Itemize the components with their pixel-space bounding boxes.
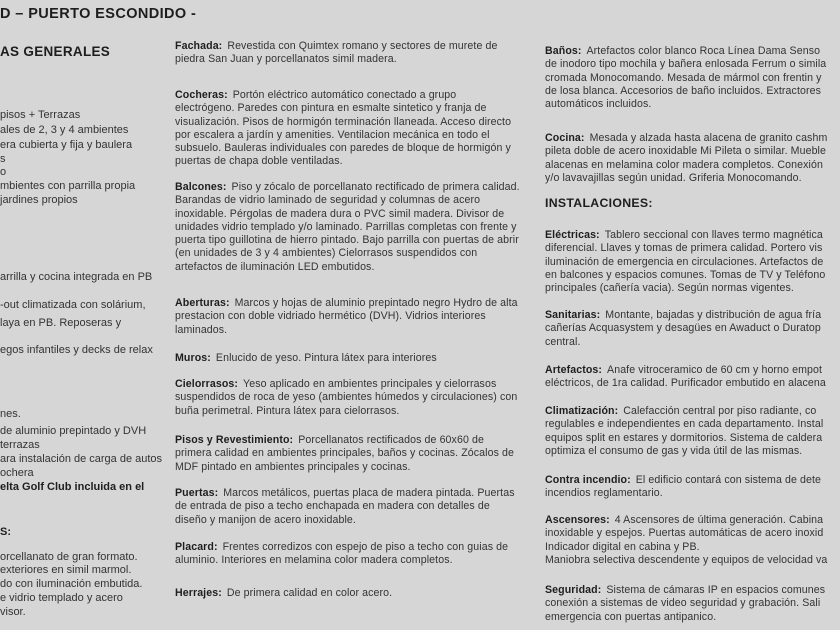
text-line: alacenas en melamina color madera completos. Conexión <box>545 158 823 171</box>
section-label: Fachada: <box>175 40 223 52</box>
doc-section <box>545 132 827 185</box>
text-line: Barandas de vidrio laminado de seguridad y columnas de acero <box>175 194 481 207</box>
text-line: primera calidad en ambientes principales, baños y cocinas. Zócalos de <box>175 447 515 460</box>
text-line: Artefactos color blanco Roca Línea Dama Senso <box>586 45 821 57</box>
text-line <box>175 587 392 600</box>
text-line: Mesada y alzada hasta alacena de granito cashm <box>589 132 828 144</box>
text-line: puerta tipo guillotina de hierro pintado. Bajo parrilla con puertas de abrir <box>175 234 519 247</box>
text-line: mbientes con parrilla propia <box>0 180 136 192</box>
text-line: buña perimetral. Pintura látex para cielorrasos. <box>175 404 400 417</box>
text-line: pisos + Terrazas <box>0 109 81 121</box>
text-line: Calefacción central por piso radiante, co <box>623 405 817 417</box>
text-line <box>545 364 826 377</box>
doc-section <box>175 352 437 365</box>
text-line <box>545 474 821 487</box>
text-line: Piso y zócalo de porcellanato rectificado de primera calidad. <box>231 181 520 193</box>
text-line: equipos split en estares y dormitorios. Sistema de caldera <box>545 431 823 444</box>
text-line <box>545 132 827 145</box>
doc-section <box>175 434 514 474</box>
doc-section <box>175 181 520 274</box>
text-line: Montante, bajadas y distribución de agua fría <box>605 309 822 321</box>
text-line: eléctricos, de 1ra calidad. Purificador embutido en alacena <box>545 377 826 390</box>
text-line: cañerías Acquasystem y desagües en Awaduct o Duratop <box>545 322 821 335</box>
text-line: Marcos metálicos, puertas placa de madera pintada. Puertas <box>223 487 515 499</box>
text-line: arrilla y cocina integrada en PB <box>0 271 153 283</box>
text-line: o <box>0 166 7 178</box>
doc-section <box>545 514 827 567</box>
text-line: exteriores en simil marmol. <box>0 564 132 576</box>
doc-section <box>175 40 497 67</box>
text-line: piedra San Juan y porcellanatos simil madera. <box>175 53 397 66</box>
text-line: jardines propios <box>0 194 78 206</box>
text-line: Anafe vitroceramico de 60 cm y horno empot <box>607 364 823 376</box>
text-line: prestacion con doble vidriado hermético (DVH). Vidrios interiores <box>175 310 486 323</box>
text-line: puertas de chapa doble ventiladas. <box>175 155 343 168</box>
doc-section <box>175 541 508 568</box>
text-line <box>175 541 508 554</box>
text-line: unidades vidrio templado y/o laminado. Parrillas completas con frente y <box>175 220 517 233</box>
text-line <box>545 309 821 322</box>
doc-section <box>175 487 515 527</box>
section-label: Aberturas: <box>175 297 230 309</box>
text-line: de entrada de piso a techo enchapada en madera con detalles de <box>175 500 490 513</box>
text-line: Enlucido de yeso. Pintura látex para interiores <box>215 352 437 364</box>
section-label: Seguridad: <box>545 584 602 596</box>
section-label: Eléctricas: <box>545 229 600 241</box>
text-line: regulables e independientes en cada departamento. Instal <box>545 418 824 431</box>
text-line: terrazas <box>0 439 40 451</box>
text-line: 4 Ascensores de última generación. Cabina <box>614 514 824 526</box>
text-line: Porcellanatos rectificados de 60x60 de <box>298 434 484 446</box>
text-line <box>175 89 511 102</box>
left-column-header: AS GENERALES <box>0 44 111 59</box>
text-line: de inodoro tipo mochila y bañera enlosada Ferrum o simila <box>545 58 827 71</box>
doc-section <box>175 587 392 600</box>
text-line: por escalera a jardín y amenities. Ventilacion mecánica en todo el <box>175 128 490 141</box>
text-line: cromada Monocomando. Mesada de mármol con frentin y <box>545 71 822 84</box>
text-line: incendios reglamentario. <box>545 487 663 500</box>
text-line <box>545 584 825 597</box>
text-line: orcellanato de gran formato. <box>0 551 138 563</box>
text-line: elta Golf Club incluida en el <box>0 481 145 493</box>
text-line: MDF pintado en ambientes principales y cocinas. <box>175 460 411 473</box>
text-line <box>175 181 520 194</box>
right-column <box>545 0 840 630</box>
text-line: Revestida con Quimtex romano y sectores de murete de <box>227 40 498 52</box>
text-line <box>175 40 497 53</box>
text-line <box>545 197 653 211</box>
section-label: Cielorrasos: <box>175 378 239 390</box>
doc-section <box>545 364 826 391</box>
text-line: De primera calidad en color acero. <box>226 587 393 599</box>
text-line: electrógeno. Paredes con pintura en esmalte sintetico y franja de <box>175 102 487 115</box>
doc-section <box>545 584 825 624</box>
text-line: de losa blanca. Accesorios de baño incluidos. Extractores <box>545 84 821 97</box>
text-line: laminados. <box>175 323 228 336</box>
doc-section <box>175 89 511 169</box>
text-line: Portón eléctrico automático conectado a grupo <box>232 89 457 101</box>
doc-section <box>545 405 823 458</box>
text-line: conexión a sistemas de video seguridad y grabación. Sali <box>545 597 821 610</box>
section-label: Climatización: <box>545 405 619 417</box>
text-line: principales (cañería vacia). Según normas vigentes. <box>545 282 794 295</box>
text-line: Marcos y hojas de aluminio prepintado negro Hydro de alta <box>234 297 518 309</box>
section-label: Placard: <box>175 541 218 553</box>
text-line: y/o lavavajillas según unidad. Griferia Monocomando. <box>545 171 802 184</box>
doc-section <box>545 474 821 501</box>
text-line: ales de 2, 3 y 4 ambientes <box>0 124 129 136</box>
section-label: Puertas: <box>175 487 219 499</box>
text-line: pileta doble de acero inoxidable Mi Pileta o similar. Mueble <box>545 145 827 158</box>
doc-section <box>175 297 518 337</box>
text-line <box>545 405 823 418</box>
text-line: diferencial. Llaves y tomas de primera calidad. Portero vis <box>545 242 823 255</box>
section-label: INSTALACIONES: <box>545 196 653 210</box>
text-line: inoxidable y espejos. Puertas automáticas de acero inoxid <box>545 527 824 540</box>
doc-section <box>545 197 653 211</box>
text-line: ara instalación de carga de autos <box>0 453 163 465</box>
text-line: visualización. Pisos de hormigón terminación llaneada. Acceso directo <box>175 115 512 128</box>
text-line: era cubierta y fija y baulera <box>0 139 133 151</box>
section-label: Sanitarias: <box>545 309 601 321</box>
text-line: s <box>0 153 6 165</box>
text-line: Yeso aplicado en ambientes principales y cielorrasos <box>243 378 497 390</box>
text-line: Tablero seccional con llaves termo magnética <box>604 229 823 241</box>
text-line: optimiza el consumo de gas y vida útil de las mismas. <box>545 444 803 457</box>
text-line: subsuelo. Bauleras individuales con paredes de bloque de hormigón y <box>175 142 511 155</box>
page-title: D – PUERTO ESCONDIDO - <box>0 6 197 22</box>
text-line: Frentes corredizos con espejo de piso a techo con guias de <box>222 541 509 553</box>
text-line: ochera <box>0 467 34 479</box>
section-label: Cocheras: <box>175 89 228 101</box>
text-line <box>175 434 514 447</box>
text-line: e vidrio templado y acero <box>0 592 123 604</box>
text-line <box>175 297 518 310</box>
text-line <box>545 45 826 58</box>
text-line: inoxidable. Pérgolas de madera dura o PVC simil madera. Divisor de <box>175 207 505 220</box>
doc-section <box>545 309 821 349</box>
section-label: Herrajes: <box>175 587 222 599</box>
section-label: Balcones: <box>175 181 227 193</box>
text-line <box>175 487 515 500</box>
section-label: Baños: <box>545 45 582 57</box>
text-line: en balcones y espacios comunes. Tomas de TV y Teléfono <box>545 268 826 281</box>
text-line: egos infantiles y decks de relax <box>0 344 153 356</box>
text-line: iluminación de emergencia en circulaciones. Artefactos de <box>545 255 824 268</box>
doc-section <box>545 229 825 295</box>
text-line: aluminio. Interiores en melamina color madera completos. <box>175 554 453 567</box>
text-line: do con iluminación embutida. <box>0 578 143 590</box>
text-line: emergencia con puertas antipanico. <box>545 610 717 623</box>
section-label: Ascensores: <box>545 514 610 526</box>
text-line <box>175 378 517 391</box>
section-label: Pisos y Revestimiento: <box>175 434 294 446</box>
text-line: automáticos incluidos. <box>545 98 652 111</box>
section-label: Artefactos: <box>545 364 603 376</box>
section-label: Contra incendio: <box>545 474 631 486</box>
doc-section <box>545 45 826 111</box>
text-line: Maniobra selectiva descendente y equipos de velocidad va <box>545 553 828 566</box>
text-line: artefactos de iluminación LED embutidos. <box>175 260 375 273</box>
text-line: Indicador digital en cabina y PB. <box>545 540 700 553</box>
text-line: (en unidades de 3 y 4 ambientes) Cielorrasos suspendidos con <box>175 247 478 260</box>
left-column <box>0 0 175 630</box>
text-line <box>545 514 827 527</box>
text-line: diseño y manijon de acero inoxidable. <box>175 513 356 526</box>
text-line: S: <box>0 526 11 538</box>
text-line: laya en PB. Reposeras y <box>0 317 122 329</box>
text-line <box>175 352 437 365</box>
section-label: Muros: <box>175 352 211 364</box>
text-line: visor. <box>0 606 26 618</box>
section-label: Cocina: <box>545 132 585 144</box>
text-line: -out climatizada con solárium, <box>0 299 146 311</box>
text-line: central. <box>545 335 581 348</box>
doc-section <box>175 378 517 418</box>
text-line: El edificio contará con sistema de dete <box>635 474 822 486</box>
text-line: suspendidos de roca de yeso (ambientes húmedos y circulaciones) con <box>175 391 518 404</box>
text-line <box>545 229 825 242</box>
text-line: Sistema de cámaras IP en espacios comunes <box>606 584 826 596</box>
text-line: de aluminio prepintado y DVH <box>0 425 147 437</box>
text-line: nes. <box>0 408 21 420</box>
